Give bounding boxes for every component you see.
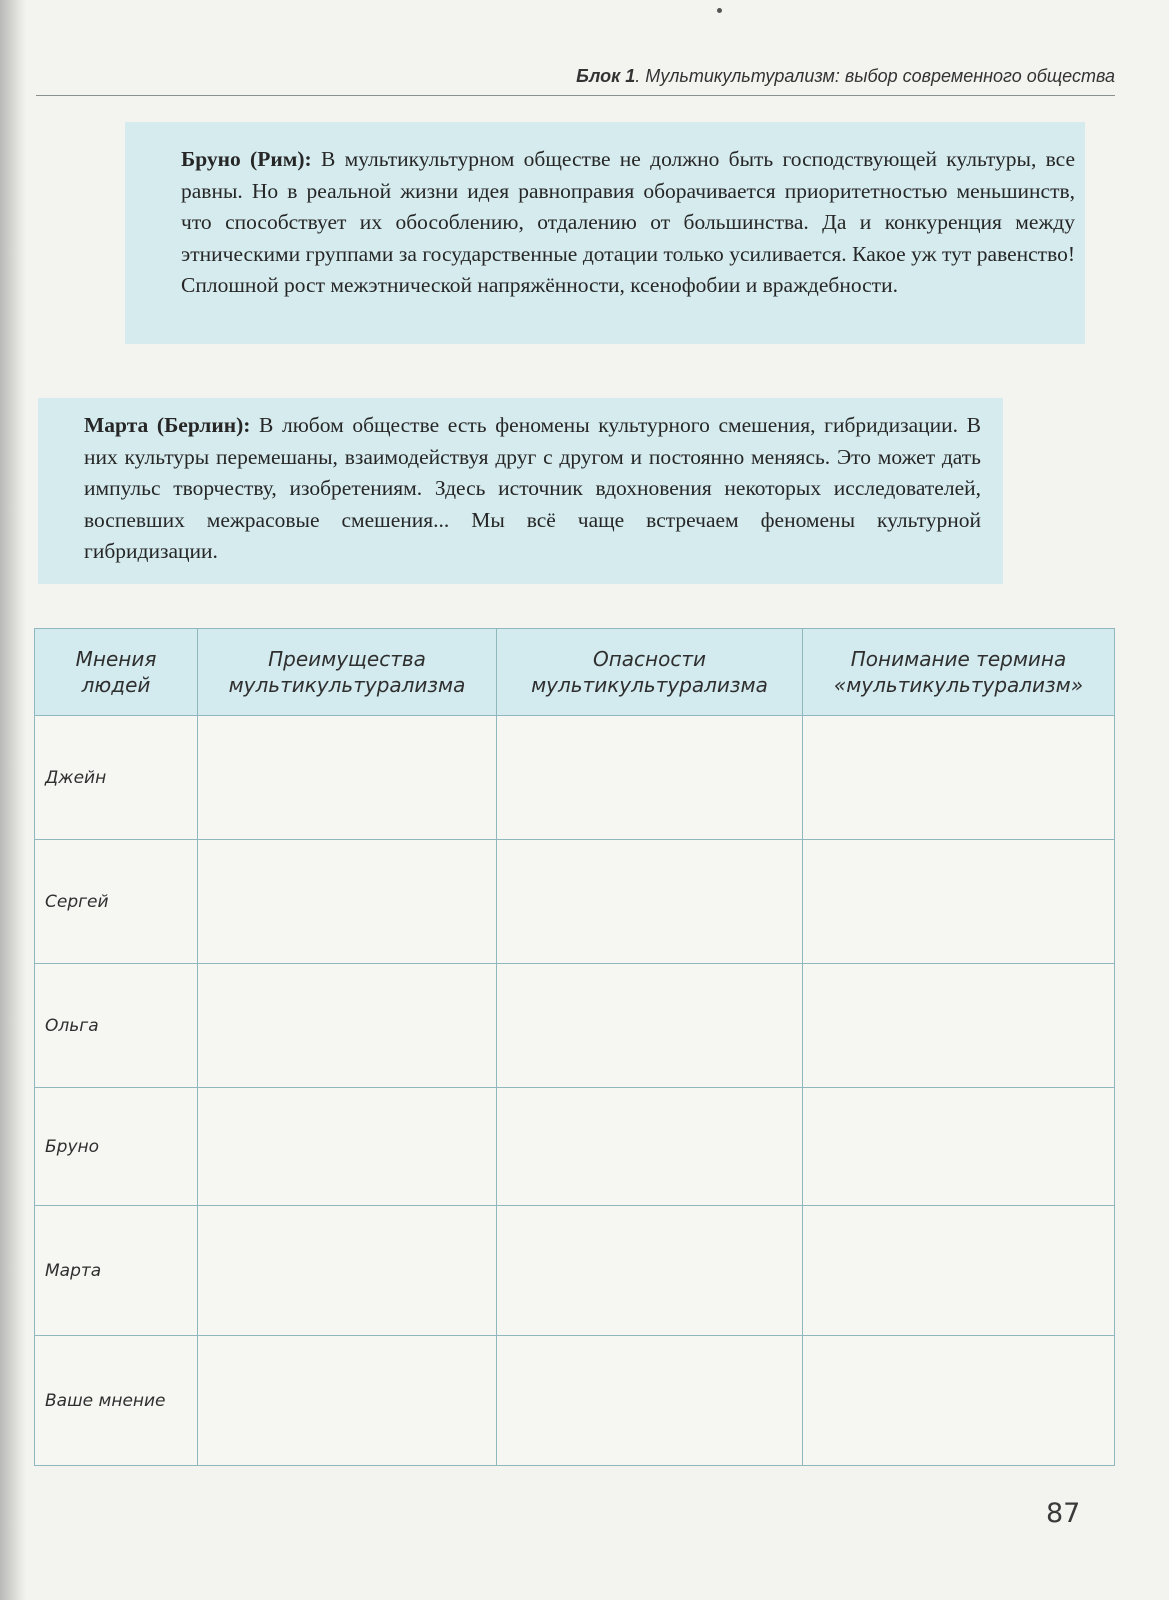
quote-speaker: Бруно (Рим):: [181, 147, 312, 171]
answer-cell[interactable]: [198, 964, 497, 1088]
running-header: [36, 66, 1115, 96]
answer-cell[interactable]: [497, 1206, 803, 1336]
header-title: Мультикультурализм: выбор современного общества: [645, 66, 1115, 86]
opinions-table: [34, 628, 1115, 1466]
table-row: [35, 964, 1115, 1088]
quote-bruno: [125, 122, 1085, 344]
row-name: Бруно: [35, 1088, 198, 1206]
row-name: Ваше мнение: [35, 1336, 198, 1466]
table-row: [35, 1206, 1115, 1336]
answer-cell[interactable]: [198, 1088, 497, 1206]
table-row: [35, 1336, 1115, 1466]
answer-cell[interactable]: [803, 1336, 1115, 1466]
page-number: 87: [1046, 1498, 1081, 1529]
header-dangers: Опасности мультикультурализма: [497, 629, 803, 716]
quote-marta: [38, 398, 1003, 584]
quote-text: В мультикультурном обществе не должно быть господствующей культуры, все равны. Но в реальной жизни идея равноправия оборачивается приоритетностью меньшинств, что способствует их обособлению, отдалению от большинства. Да и конкуренция между этническими группами за государственные дотации только усиливается. Какое уж тут равенство! Сплошной рост межэтнической напряжённости, ксенофобии и враждебности.: [181, 147, 1076, 297]
row-name: Джейн: [35, 716, 198, 840]
row-name: Ольга: [35, 964, 198, 1088]
answer-cell[interactable]: [497, 964, 803, 1088]
page-mark: [717, 8, 722, 13]
page-binding-shadow: [0, 0, 26, 1600]
answer-cell[interactable]: [497, 716, 803, 840]
table-row: [35, 840, 1115, 964]
table-row: [35, 716, 1115, 840]
table-row: [35, 1088, 1115, 1206]
row-name: Марта: [35, 1206, 198, 1336]
answer-cell[interactable]: [803, 1206, 1115, 1336]
answer-cell[interactable]: [803, 964, 1115, 1088]
row-name: Сергей: [35, 840, 198, 964]
answer-cell[interactable]: [198, 840, 497, 964]
answer-cell[interactable]: [497, 840, 803, 964]
answer-cell[interactable]: [497, 1088, 803, 1206]
header-term-understanding: Понимание термина «мультикультурализм»: [803, 629, 1115, 716]
header-separator: .: [635, 66, 646, 86]
header-block: Блок 1: [576, 66, 636, 86]
table-header-row: [35, 629, 1115, 716]
answer-cell[interactable]: [198, 1206, 497, 1336]
header-advantages: Преимущества мультикультурализма: [198, 629, 497, 716]
answer-cell[interactable]: [198, 1336, 497, 1466]
quote-speaker: Марта (Берлин):: [84, 413, 251, 437]
answer-cell[interactable]: [803, 716, 1115, 840]
answer-cell[interactable]: [803, 1088, 1115, 1206]
answer-cell[interactable]: [198, 716, 497, 840]
answer-cell[interactable]: [497, 1336, 803, 1466]
quote-text: В любом обществе есть феномены культурного смешения, гибридизации. В них культуры перемешаны, взаимодействуя друг с другом и постоянно меняясь. Это может дать импульс творчеству, изобретениям. Здесь источник вдохновения некоторых исследователей, воспевших межрасовые смешения... Мы всё чаще встречаем феномены культурной гибридизации.: [84, 413, 981, 563]
header-opinions: Мнения людей: [35, 629, 198, 716]
answer-cell[interactable]: [803, 840, 1115, 964]
